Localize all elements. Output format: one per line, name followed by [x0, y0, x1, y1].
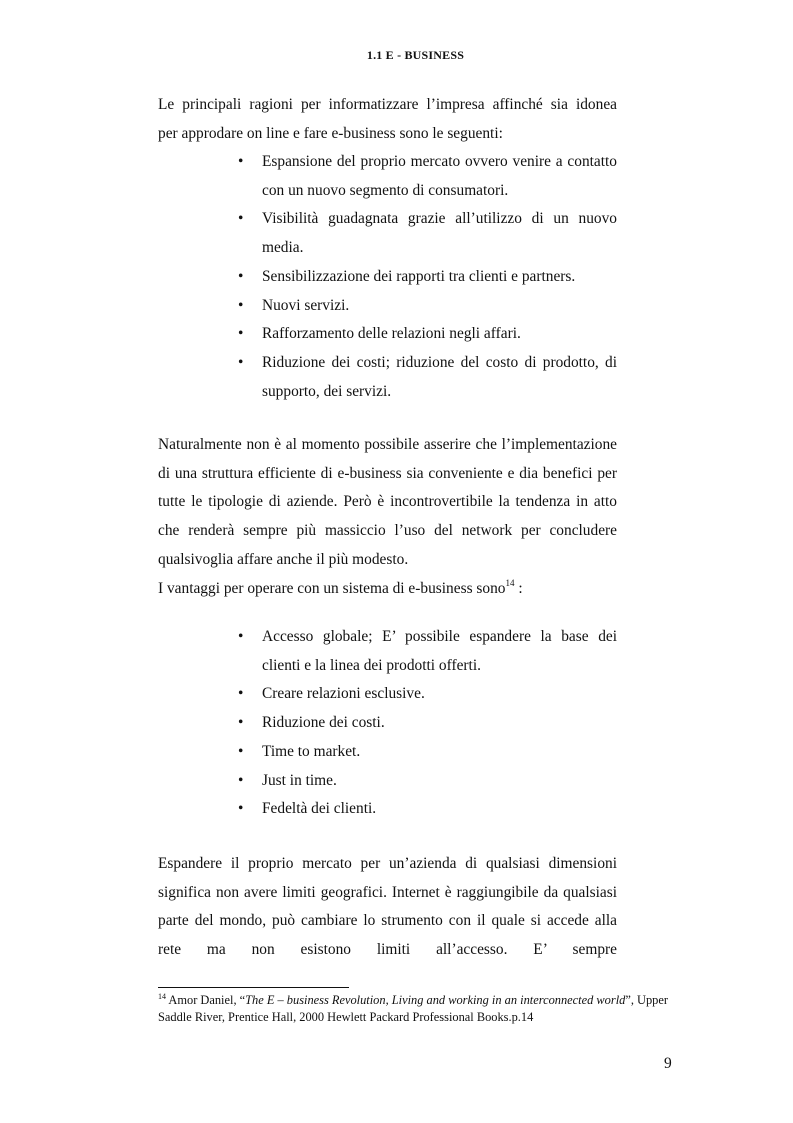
advantages-list: [158, 623, 617, 824]
bullet-icon: •: [238, 267, 244, 285]
footnote-divider: [158, 987, 349, 988]
bullet-icon: •: [238, 685, 244, 703]
list-item: • Sensibilizzazione dei rapporti tra clienti e partners.: [158, 263, 617, 292]
bullet-icon: •: [238, 325, 244, 343]
list-item: • Just in time.: [158, 767, 617, 796]
bullet-icon: •: [238, 210, 244, 228]
bullet-icon: •: [238, 771, 244, 789]
bullet-icon: •: [238, 353, 244, 371]
naturally-text: Naturalmente non è al momento possibile asserire che l’implementazione di una struttura efficiente di e-business sia conveniente e dia benefici per tutte le tipologie di aziende. Però è incontrovertibile la tendenza in atto che renderà sempre più massiccio l’uso del network per concludere qualsivoglia affare anche il più modesto.: [158, 436, 617, 568]
footnote-reference: 14: [505, 577, 515, 588]
list-item: • Accesso globale; E’ possibile espandere la base dei clienti e la linea dei prodotti offerti.: [158, 623, 617, 680]
intro-line-1: Le principali ragioni per informatizzare l’impresa affinché sia idonea: [158, 96, 617, 113]
naturally-paragraph: [158, 431, 617, 603]
expand-paragraph: Espandere il proprio mercato per un’azienda di qualsiasi dimensioni significa non avere limiti geografici. Internet è raggiungibile da qualsiasi parte del mondo, può cambiare lo strumento con il quale si accede alla rete ma non esistono limiti all’accesso. E’ sempre: [158, 855, 617, 959]
list-item: • Nuovi servizi.: [158, 292, 617, 321]
list-item: • Time to market.: [158, 738, 617, 767]
footnote-rest: ”, Upper Saddle River, Prentice Hall, 2000 Hewlett Packard Professional Books.p.14: [158, 993, 668, 1024]
bullet-icon: •: [238, 153, 244, 170]
intro-paragraph: [158, 91, 617, 148]
page-number: 9: [664, 1055, 672, 1072]
footnote-title: The E – business Revolution, Living and working in an interconnected world: [245, 993, 626, 1007]
bullet-icon: •: [238, 296, 244, 314]
footnote-author: Amor Daniel, “: [166, 993, 246, 1007]
list-item: • Espansione del proprio mercato ovvero venire a contatto con un nuovo segmento di consumatori.: [158, 148, 617, 205]
bullet-icon: •: [238, 800, 244, 818]
reasons-list: [158, 148, 617, 406]
list-item: • Visibilità guadagnata grazie all’utilizzo di un nuovo media.: [158, 205, 617, 262]
list-item: • Rafforzamento delle relazioni negli affari.: [158, 320, 617, 349]
footnote: [158, 992, 678, 1026]
bullet-icon: •: [238, 742, 244, 760]
bullet-icon: •: [238, 628, 244, 645]
page-header: 1.1 E - BUSINESS: [366, 48, 465, 62]
list-item: • Fedeltà dei clienti.: [158, 795, 617, 824]
advantages-intro: I vantaggi per operare con un sistema di e-business sono$^{14}$ :: [158, 577, 523, 597]
list-item: • Creare relazioni esclusive.: [158, 680, 617, 709]
intro-line-2: per approdare on line e fare e-business sono le seguenti:: [158, 124, 503, 142]
footnote-number: 14: [158, 992, 166, 1001]
bullet-icon: •: [238, 714, 244, 732]
list-item: • Riduzione dei costi; riduzione del costo di prodotto, di supporto, dei servizi.: [158, 349, 617, 406]
list-item: • Riduzione dei costi.: [158, 709, 617, 738]
